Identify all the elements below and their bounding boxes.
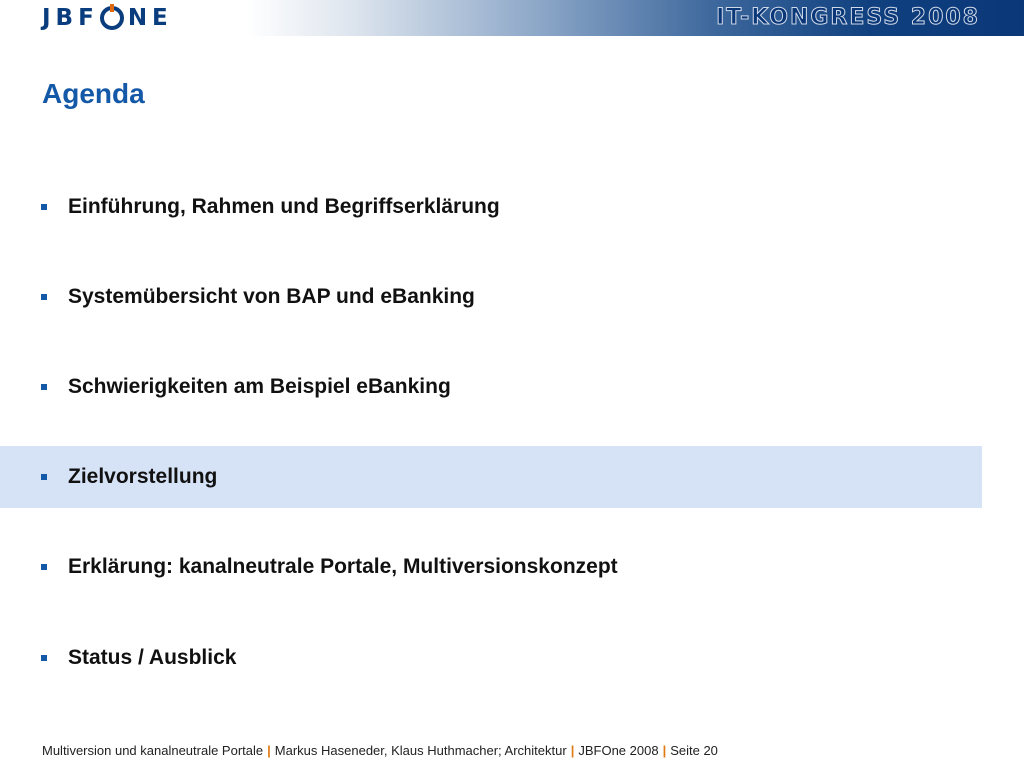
agenda-item-label: Schwierigkeiten am Beispiel eBanking — [68, 375, 451, 398]
logo-text-right: NE — [127, 5, 173, 31]
bullet-icon — [41, 294, 47, 300]
agenda-item — [0, 266, 982, 328]
agenda-item-label: Systemübersicht von BAP und eBanking — [68, 285, 475, 308]
bullet-icon — [41, 204, 47, 210]
agenda-item — [0, 176, 982, 238]
footer-separator: | — [662, 743, 667, 758]
agenda-item-label: Einführung, Rahmen und Begriffserklärung — [68, 195, 500, 218]
agenda-item — [0, 356, 982, 418]
agenda-item-active — [0, 446, 982, 508]
footer-topic: Multiversion und kanalneutrale Portale — [42, 743, 264, 758]
footer-authors: Markus Haseneder, Klaus Huthmacher; Architektur — [274, 743, 567, 758]
logo-text-left: JBF — [42, 5, 99, 31]
agenda-item-label: Erklärung: kanalneutrale Portale, Multiversionskonzept — [68, 555, 618, 578]
bullet-icon — [41, 564, 47, 570]
footer — [42, 743, 718, 758]
footer-page-number: Seite 20 — [670, 743, 718, 758]
agenda-item-label: Status / Ausblick — [68, 646, 237, 669]
bullet-icon — [41, 655, 47, 661]
page-title: Agenda — [42, 78, 145, 109]
agenda-item-label: Zielvorstellung — [68, 465, 218, 488]
agenda-item — [0, 627, 982, 689]
footer-separator: | — [570, 743, 575, 758]
agenda-item — [0, 536, 982, 598]
footer-event: JBFOne 2008 — [578, 743, 659, 758]
bullet-icon — [41, 474, 47, 480]
bullet-icon — [41, 384, 47, 390]
event-title: IT-KONGRESS 2008 — [716, 5, 980, 30]
footer-separator: | — [267, 743, 271, 758]
